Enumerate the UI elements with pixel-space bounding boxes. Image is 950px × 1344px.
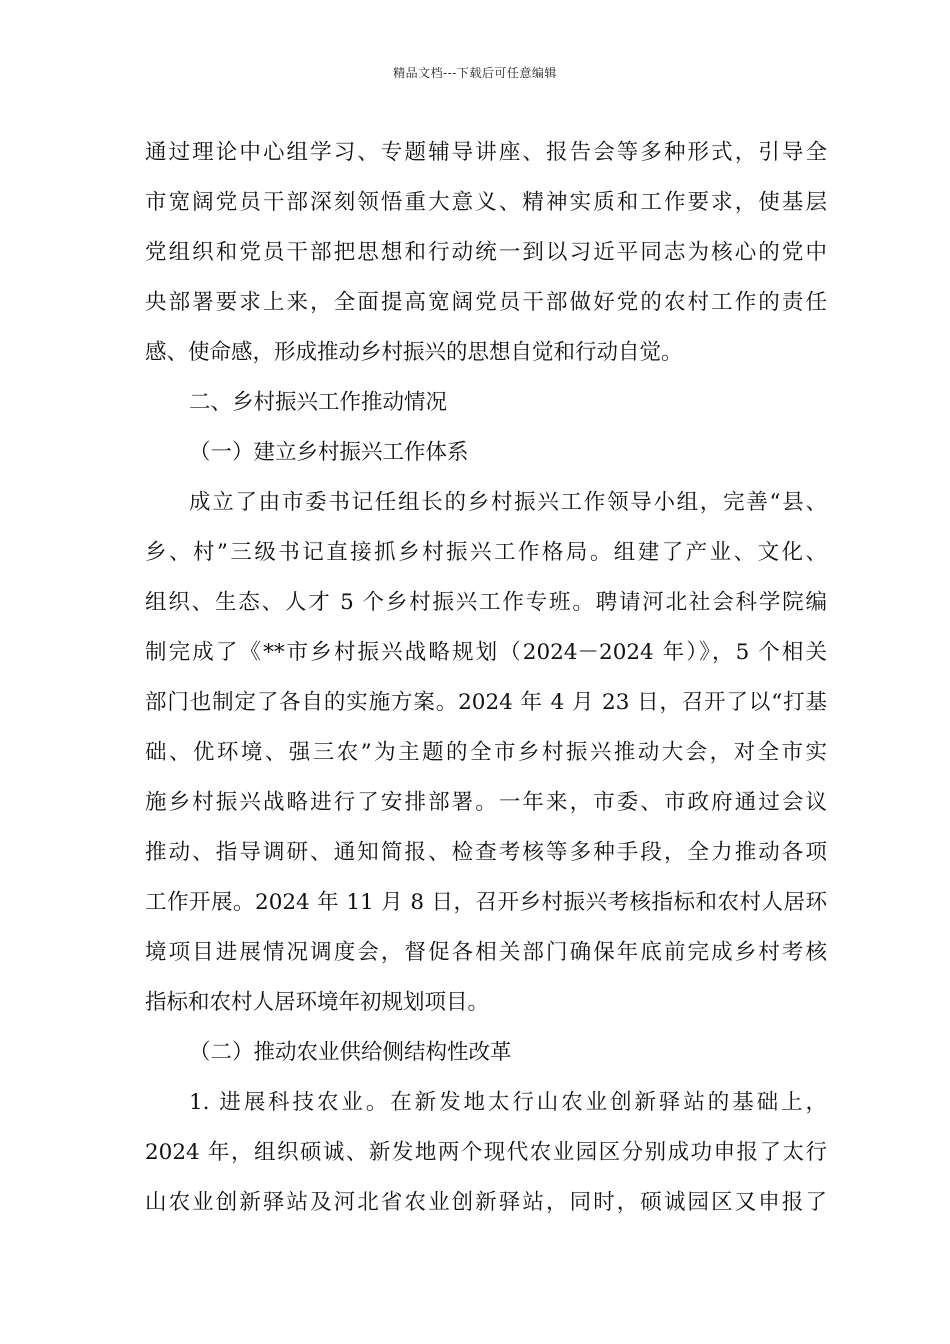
body-line: 部门也制定了各自的实施方案。2024 年 4 月 23 日，召开了以“打基 — [145, 690, 827, 715]
document-body — [145, 128, 827, 1228]
body-line: 感、使命感，形成推动乡村振兴的思想自觉和行动自觉。 — [145, 340, 683, 365]
body-line: 市宽阔党员干部深刻领悟重大意义、精神实质和工作要求，使基层 — [145, 190, 827, 215]
body-line: 党组织和党员干部把思想和行动统一到以习近平同志为核心的党中 — [145, 240, 827, 265]
body-line: 通过理论中心组学习、专题辅导讲座、报告会等多种形式，引导全 — [145, 140, 827, 165]
body-line: 推动、指导调研、通知简报、检查考核等多种手段，全力推动各项 — [145, 840, 827, 865]
page-header: 精品文档---下载后可任意编辑 — [393, 66, 557, 80]
body-line: 乡、村”三级书记直接抓乡村振兴工作格局。组建了产业、文化、 — [145, 540, 827, 565]
body-line: 组织、生态、人才 5 个乡村振兴工作专班。聘请河北社会科学院编 — [145, 590, 827, 615]
body-line: 境项目进展情况调度会，督促各相关部门确保年底前完成乡村考核 — [145, 940, 827, 965]
subsection-heading: （二）推动农业供给侧结构性改革 — [189, 1040, 512, 1065]
body-line: 成立了由市委书记任组长的乡村振兴工作领导小组，完善“县、 — [189, 490, 827, 515]
section-heading: 二、乡村振兴工作推动情况 — [189, 390, 448, 415]
body-line: 指标和农村人居环境年初规划项目。 — [145, 990, 490, 1015]
body-line: 2024 年，组织硕诚、新发地两个现代农业园区分别成功申报了太行 — [145, 1140, 827, 1165]
body-line: 础、优环境、强三农”为主题的全市乡村振兴推动大会，对全市实 — [145, 740, 827, 765]
body-line: 央部署要求上来，全面提高宽阔党员干部做好党的农村工作的责任 — [145, 290, 827, 315]
body-line: 工作开展。2024 年 11 月 8 日，召开乡村振兴考核指标和农村人居环 — [145, 890, 827, 915]
body-line: 制完成了《**市乡村振兴战略规划（2024－2024 年）》，5 个相关 — [145, 640, 827, 665]
body-line: 施乡村振兴战略进行了安排部署。一年来，市委、市政府通过会议 — [145, 790, 827, 815]
subsection-heading: （一）建立乡村振兴工作体系 — [189, 440, 469, 465]
body-line: 1. 进展科技农业。在新发地太行山农业创新驿站的基础上， — [189, 1090, 827, 1115]
body-line: 山农业创新驿站及河北省农业创新驿站，同时，硕诚园区又申报了 — [145, 1190, 827, 1215]
